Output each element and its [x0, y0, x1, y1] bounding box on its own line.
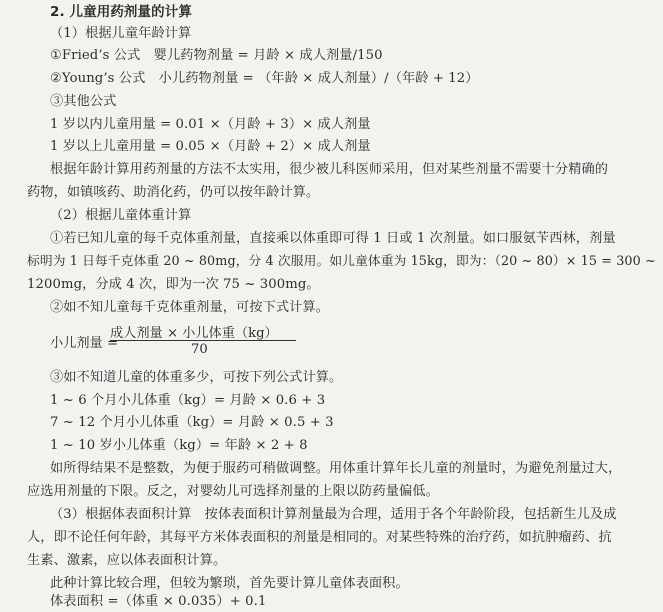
- paragraph-line: （3）根据体表面积计算 按体表面积计算剂量最为合理，适用于各个年龄阶段，包括新生儿及成: [50, 507, 617, 522]
- formula-frieds: ①Fried’s 公式 婴儿药物剂量 = 月龄 × 成人剂量/150: [50, 48, 383, 63]
- formula-youngs: ②Young’s 公式 小儿药物剂量 = （年龄 × 成人剂量）/（年龄 + 12）: [50, 71, 479, 86]
- paragraph-line: 药物，如镇咳药、助消化药，仍可以按年龄计算。: [27, 185, 320, 200]
- formula-under-one: 1 岁以内儿童用量 = 0.01 ×（月龄 + 3）× 成人剂量: [50, 117, 371, 132]
- formula-over-one: 1 岁以上儿童用量 = 0.05 ×（月龄 + 2）× 成人剂量: [50, 139, 371, 154]
- paragraph-line: 根据年龄计算用药剂量的方法不太实用，很少被儿科医师采用，但对某些剂量不需要十分精确的: [50, 162, 609, 177]
- fraction-bar: [110, 340, 296, 341]
- paragraph-line: 生素、激素，应以体表面积计算。: [27, 553, 227, 568]
- formula-denominator: 70: [191, 342, 208, 357]
- weight-formula-1-10-years: 1 ~ 10 岁小儿体重（kg）= 年龄 × 2 + 8: [50, 438, 308, 453]
- paragraph-line: 1200mg，分成 4 次，即为一次 75 ~ 300mg。: [27, 277, 320, 292]
- subsection-heading-age: （1）根据儿童年龄计算: [50, 26, 192, 41]
- formula-lhs: 小儿剂量 =: [50, 336, 118, 351]
- paragraph-line: 标明为 1 日每千克体重 20 ~ 80mg，分 4 次服用。如儿童体重为 15kg，即为：（20 ~ 80）× 15 = 300 ~: [27, 254, 656, 269]
- subsection-heading-weight: （2）根据儿童体重计算: [50, 208, 192, 223]
- formula-numerator: 成人剂量 × 小儿体重（kg）: [110, 326, 278, 341]
- other-formulas-heading: ③其他公式: [50, 94, 117, 109]
- paragraph-line: 如所得结果不是整数，为便于服药可稍做调整。用体重计算年长儿童的剂量时，为避免剂量过大，: [50, 461, 622, 476]
- paragraph-line: 人，即不论任何年龄，其每平方米体表面积的剂量是相同的。对某些特殊的治疗药，如抗肿瘤药、抗: [27, 530, 612, 545]
- weight-formula-7-12-months: 7 ~ 12 个月小儿体重（kg）= 月龄 × 0.5 + 3: [50, 415, 334, 430]
- paragraph-line: ②如不知儿童每千克体重剂量，可按下式计算。: [50, 300, 330, 315]
- weight-formula-1-6-months: 1 ~ 6 个月小儿体重（kg）= 月龄 × 0.6 + 3: [50, 393, 326, 408]
- section-title: 2. 儿童用药剂量的计算: [50, 4, 192, 20]
- paragraph-line: ①若已知儿童的每千克体重剂量，直接乘以体重即可得 1 日或 1 次剂量。如口服氨苄西林，剂量: [50, 231, 616, 246]
- paragraph-line: 应选用剂量的下限。反之，对婴幼儿可选择剂量的上限以防药量偏低。: [27, 484, 439, 499]
- body-surface-area-formula: 体表面积 =（体重 × 0.035）+ 0.1: [50, 594, 267, 609]
- paragraph-line: 此种计算比较合理，但较为繁琐，首先要计算儿童体表面积。: [50, 576, 409, 591]
- paragraph-line: ③如不知道儿童的体重多少，可按下列公式计算。: [50, 370, 343, 385]
